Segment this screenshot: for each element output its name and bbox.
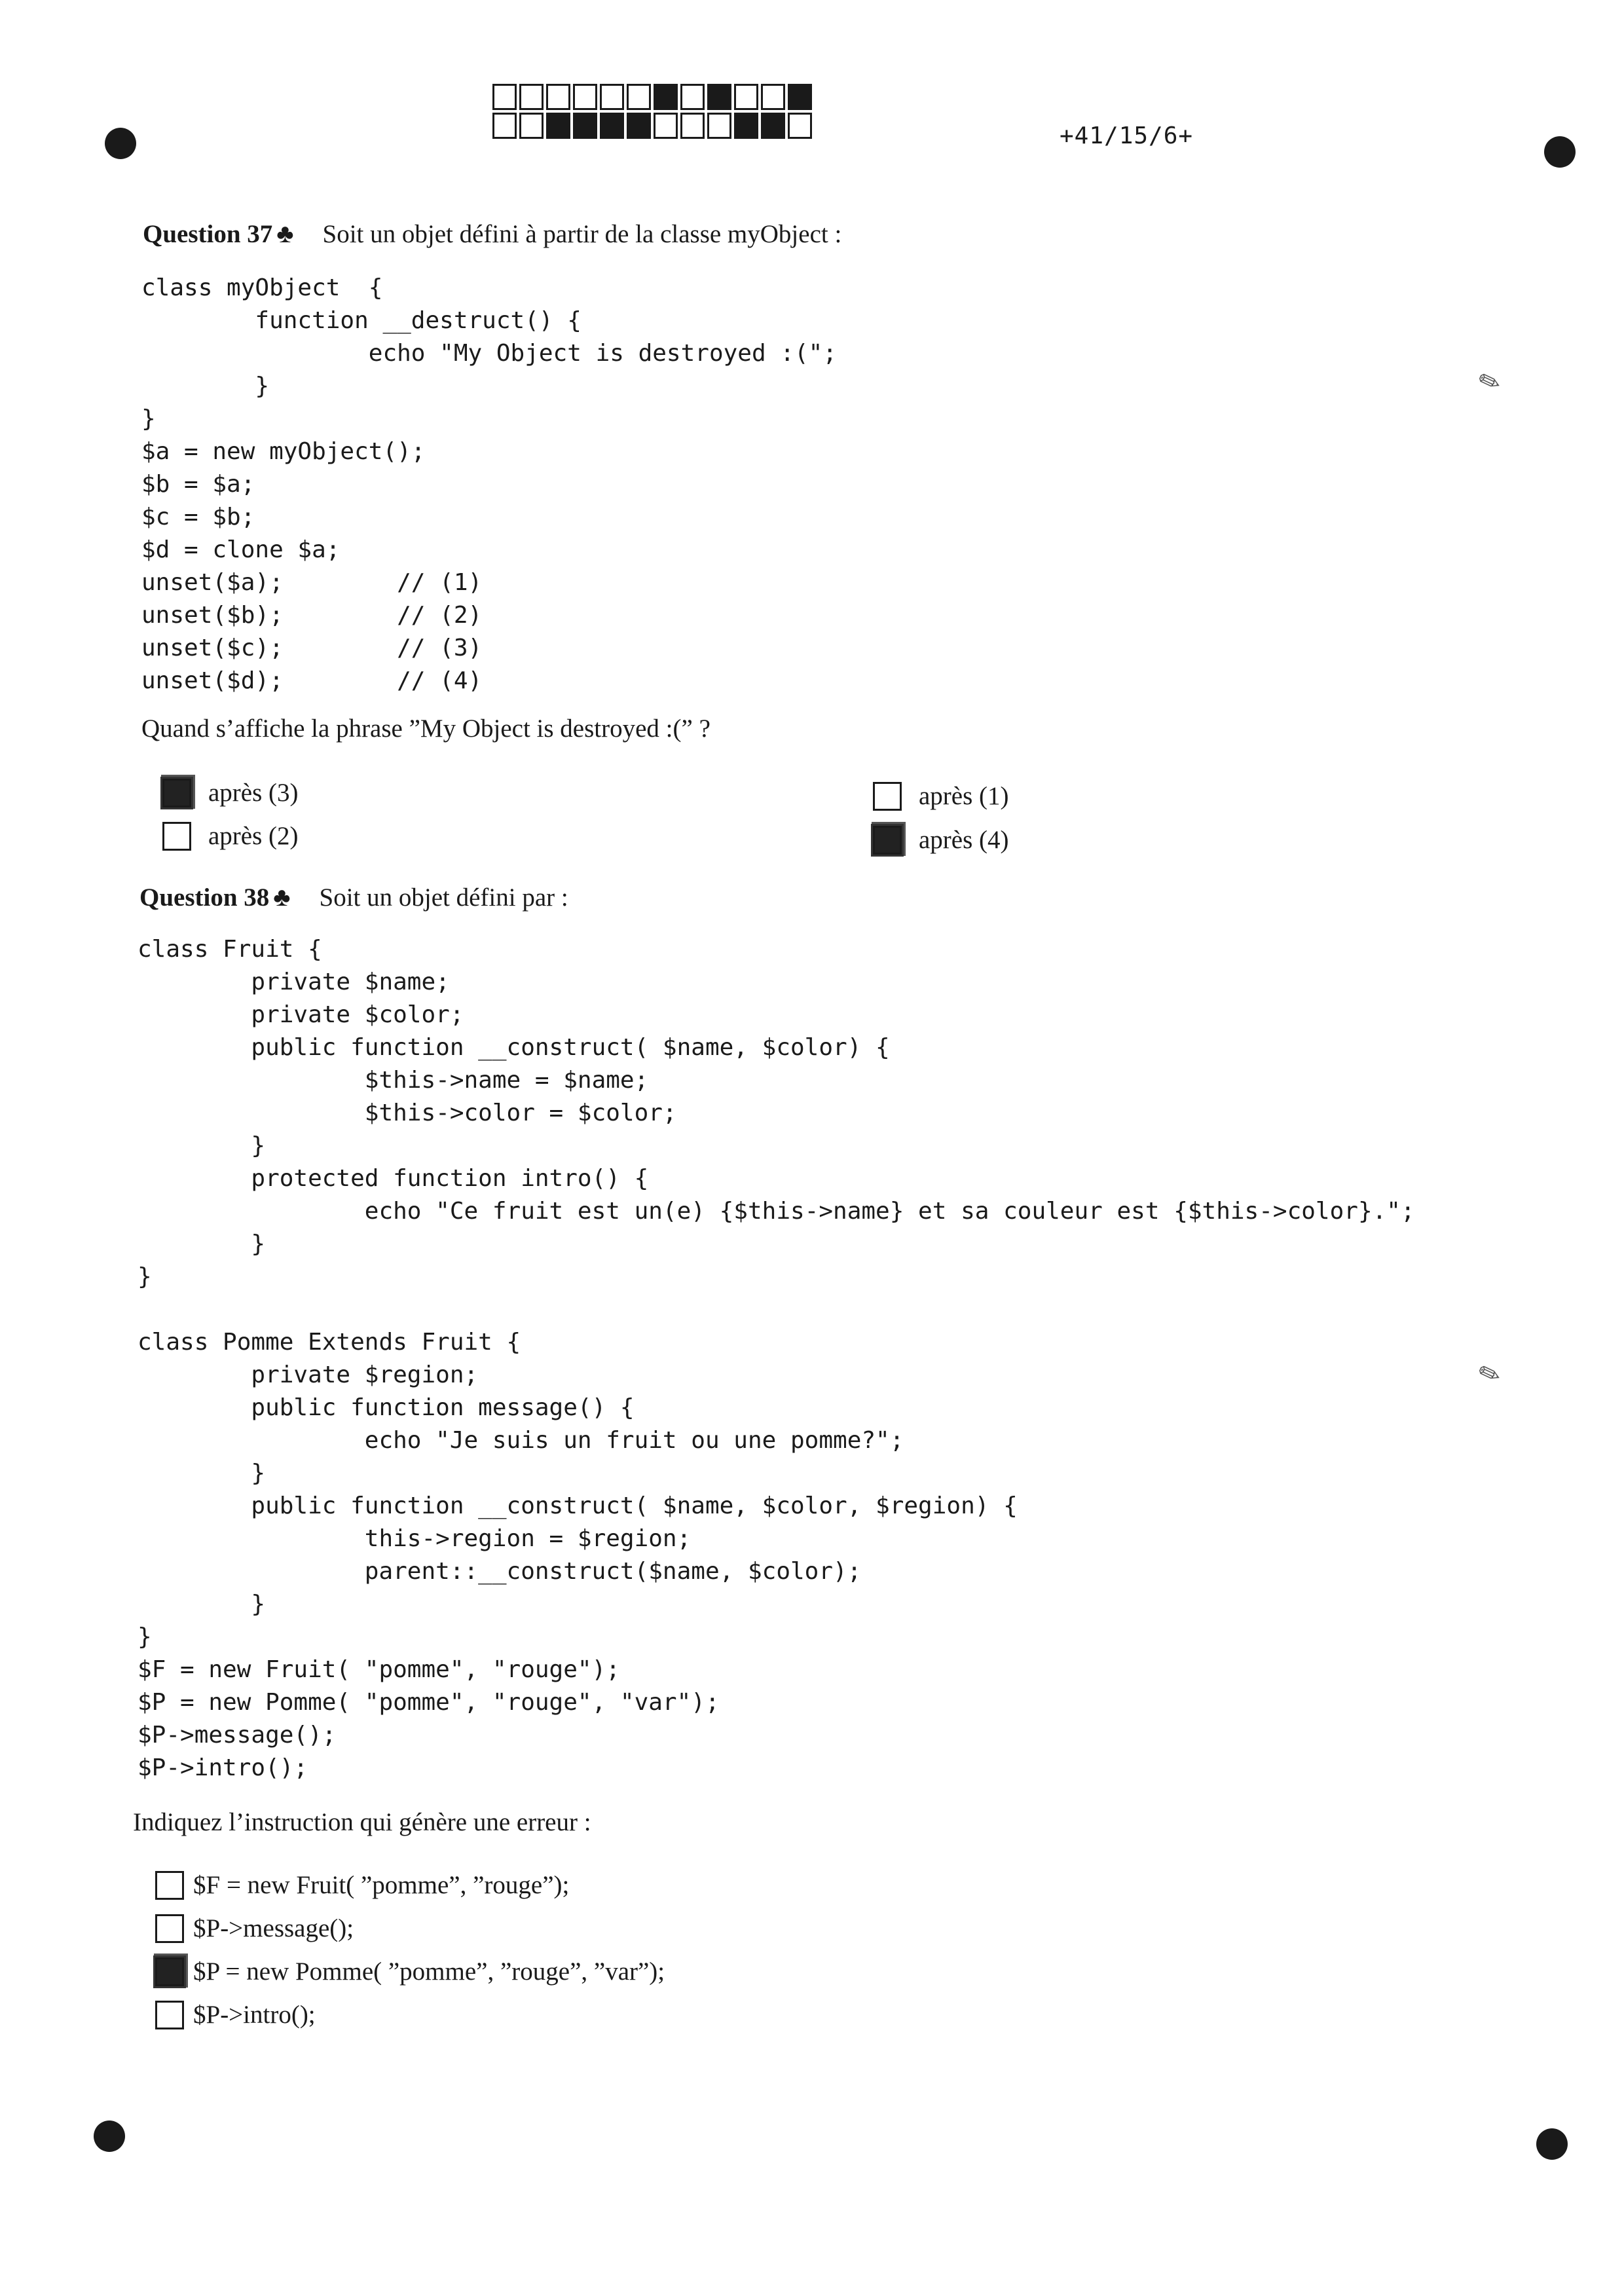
barcode-cell — [734, 113, 758, 139]
q38-answer-intro[interactable] — [155, 2000, 316, 2029]
barcode-cell — [573, 84, 597, 110]
answer-label: après (4) — [919, 826, 1009, 854]
barcode-cell — [546, 113, 570, 139]
answer-label: $P = new Pomme( ”pomme”, ”rouge”, ”var”); — [193, 1957, 665, 1986]
q37-answer-apres-3[interactable] — [162, 778, 299, 807]
question-label: Question 37 — [143, 220, 273, 248]
question-38-code: class Fruit { private $name; private $color; public function __construct( $name, $color) { $this->name = $name; $this->color = $color; } protected function intro() { echo "Ce fruit est un(e) {$this->name} et sa couleur est {$this->color}."; } } class Pomme Extends Fruit { private $region; public function message() { echo "Je suis un fruit ou une pomme?"; } public function __construct( $name, $color, $region) { this->region = $region; parent::__construct($name, $color); } } $F = new Fruit( "pomme", "rouge"); $P = new Pomme( "pomme", "rouge", "var"); $P->message(); $P->intro(); — [138, 936, 1415, 1781]
barcode-cell — [680, 84, 705, 110]
q37-answer-apres-1[interactable] — [873, 781, 1009, 811]
barcode-cell — [680, 113, 705, 139]
question-37-header — [143, 218, 841, 249]
barcode-cell — [788, 84, 812, 110]
barcode-cell — [707, 84, 731, 110]
answer-label: après (3) — [208, 779, 299, 807]
scan-smudge: ✎ — [1474, 364, 1505, 400]
barcode-cell — [761, 113, 785, 139]
answer-label: après (1) — [919, 782, 1009, 810]
question-38-header — [139, 881, 568, 912]
barcode-cell — [492, 113, 517, 139]
barcode-cell — [600, 113, 624, 139]
barcode-cell — [573, 113, 597, 139]
question-statement: Soit un objet défini par : — [319, 883, 568, 912]
question-statement: Soit un objet défini à partir de la classe myObject : — [322, 220, 842, 248]
answer-label: $P->intro(); — [193, 2001, 316, 2029]
q37-answer-apres-2[interactable] — [162, 821, 299, 851]
registration-mark-bottom-right — [1536, 2128, 1568, 2160]
barcode-cell — [492, 84, 517, 110]
barcode-cell — [654, 113, 678, 139]
club-icon: ♣ — [276, 219, 294, 248]
barcode-cell — [519, 113, 544, 139]
answer-checkbox[interactable] — [155, 2001, 184, 2029]
barcode-cell — [627, 113, 651, 139]
answer-checkbox[interactable] — [873, 782, 902, 811]
answer-checkbox[interactable] — [155, 1914, 184, 1943]
barcode-cell — [788, 113, 812, 139]
question-37-code: class myObject { function __destruct() { echo "My Object is destroyed :("; } } $a = new myObject(); $b = $a; $c = $b; $d = clone $a; unset($a); // (1) unset($b); // (2) unset($c); // (3) unset($d); // (4) — [141, 274, 838, 694]
answer-label: $P->message(); — [193, 1914, 354, 1942]
answer-checkbox[interactable] — [155, 1871, 184, 1900]
barcode-cell — [734, 84, 758, 110]
answer-checkbox[interactable] — [162, 822, 191, 851]
registration-mark-top-right — [1544, 136, 1576, 168]
answer-checkbox[interactable] — [873, 826, 902, 855]
scan-smudge: ✎ — [1474, 1356, 1505, 1392]
question-38-prompt: Indiquez l’instruction qui génère une erreur : — [133, 1808, 591, 1836]
question-label: Question 38 — [139, 883, 270, 912]
club-icon: ♣ — [273, 882, 291, 912]
barcode-cell — [654, 84, 678, 110]
q38-answer-message[interactable] — [155, 1914, 354, 1943]
q38-answer-new-fruit[interactable] — [155, 1870, 569, 1900]
answer-checkbox[interactable] — [162, 779, 191, 807]
answer-checkbox[interactable] — [155, 1957, 184, 1986]
barcode-cell — [761, 84, 785, 110]
page-barcode — [492, 84, 812, 139]
barcode-cell — [546, 84, 570, 110]
barcode-cell — [707, 113, 731, 139]
barcode-cell — [519, 84, 544, 110]
answer-label: $F = new Fruit( ”pomme”, ”rouge”); — [193, 1871, 570, 1899]
barcode-cell — [600, 84, 624, 110]
barcode-cell — [627, 84, 651, 110]
registration-mark-top-left — [105, 128, 136, 159]
page-id: +41/15/6+ — [1060, 122, 1194, 149]
q37-answer-apres-4[interactable] — [873, 825, 1009, 855]
q38-answer-new-pomme[interactable] — [155, 1957, 665, 1986]
answer-label: après (2) — [208, 822, 299, 850]
question-37-prompt: Quand s’affiche la phrase ”My Object is destroyed :(” ? — [141, 714, 710, 743]
registration-mark-bottom-left — [94, 2120, 125, 2152]
